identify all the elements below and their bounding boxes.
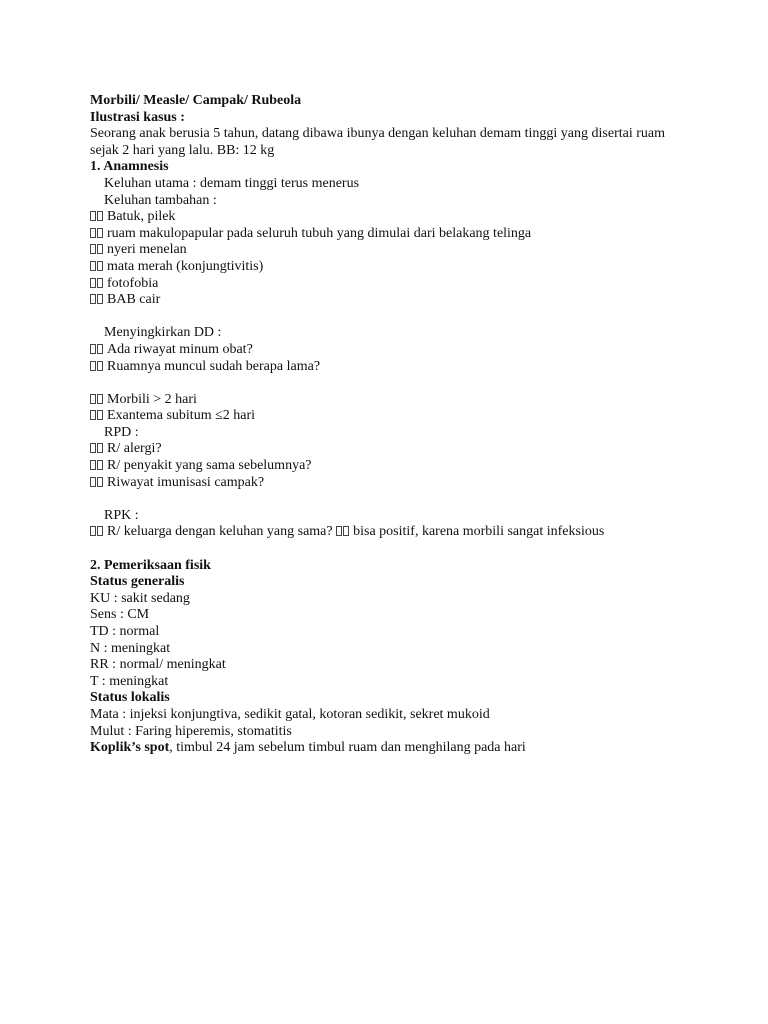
list-item: Ada riwayat minum obat?	[90, 342, 690, 359]
missing-glyph-icon	[90, 442, 106, 453]
list-item: Exantema subitum ≤2 hari	[90, 408, 690, 425]
missing-glyph-icon	[90, 243, 106, 254]
list-item: BAB cair	[90, 292, 690, 309]
missing-glyph-icon	[90, 525, 106, 536]
list-item: nyeri menelan	[90, 242, 690, 259]
list-item: fotofobia	[90, 276, 690, 293]
generalis-item: TD : normal	[90, 624, 160, 639]
missing-glyph-icon	[90, 293, 106, 304]
status-lokalis-label: Status lokalis	[90, 690, 170, 706]
missing-glyph-icon	[90, 277, 106, 288]
missing-glyph-icon	[90, 393, 106, 404]
list-item: Ruamnya muncul sudah berapa lama?	[90, 359, 690, 376]
koplik-description: , timbul 24 jam sebelum timbul ruam dan menghilang pada hari	[169, 740, 526, 756]
list-item: R/ keluarga dengan keluhan yang sama? bisa positif, karena morbili sangat infeksious	[90, 524, 690, 541]
case-text-line-1: Seorang anak berusia 5 tahun, datang dibawa ibunya dengan keluhan demam tinggi yang disertai ruam	[90, 126, 665, 142]
rpd-label: RPD :	[104, 424, 139, 440]
fisik-heading: 2. Pemeriksaan fisik	[90, 557, 211, 573]
missing-glyph-icon	[90, 343, 106, 354]
generalis-item: RR : normal/ meningkat	[90, 657, 226, 673]
anamnesis-heading: 1. Anamnesis	[90, 159, 169, 175]
missing-glyph-icon	[90, 227, 106, 238]
document-title: Morbili/ Measle/ Campak/ Rubeola	[90, 93, 302, 108]
generalis-item: N : meningkat	[90, 640, 171, 656]
list-item: ruam makulopapular pada seluruh tubuh yang dimulai dari belakang telinga	[90, 226, 690, 243]
list-item: mata merah (konjungtivitis)	[90, 259, 690, 276]
list-item: Morbili > 2 hari	[90, 392, 690, 409]
missing-glyph-icon	[90, 260, 106, 271]
generalis-item: KU : sakit sedang	[90, 590, 190, 606]
dd-label: Menyingkirkan DD :	[104, 325, 222, 341]
missing-glyph-icon	[90, 459, 106, 470]
generalis-item: Sens : CM	[90, 607, 150, 623]
missing-glyph-icon	[336, 525, 352, 536]
list-item: R/ penyakit yang sama sebelumnya?	[90, 458, 690, 475]
koplik-line	[90, 740, 690, 757]
list-item: Riwayat imunisasi campak?	[90, 475, 690, 492]
document-body	[90, 93, 690, 757]
lokalis-item: Mulut : Faring hiperemis, stomatitis	[90, 723, 292, 739]
missing-glyph-icon	[90, 210, 106, 221]
missing-glyph-icon	[90, 360, 106, 371]
keluhan-tambahan-label: Keluhan tambahan :	[104, 192, 217, 208]
case-text-line-2: sejak 2 hari yang lalu. BB: 12 kg	[90, 142, 275, 158]
missing-glyph-icon	[90, 409, 106, 420]
missing-glyph-icon	[90, 476, 106, 487]
koplik-term: Koplik’s spot	[90, 740, 170, 756]
ilustrasi-label: Ilustrasi kasus :	[90, 109, 185, 125]
list-item: Batuk, pilek	[90, 209, 690, 226]
generalis-item: T : meningkat	[90, 673, 169, 689]
rpk-label: RPK :	[104, 507, 139, 523]
lokalis-item: Mata : injeksi konjungtiva, sedikit gatal, kotoran sedikit, sekret mukoid	[90, 706, 490, 722]
status-generalis-label: Status generalis	[90, 574, 185, 590]
list-item: R/ alergi?	[90, 441, 690, 458]
keluhan-utama: Keluhan utama : demam tinggi terus menerus	[104, 175, 360, 191]
